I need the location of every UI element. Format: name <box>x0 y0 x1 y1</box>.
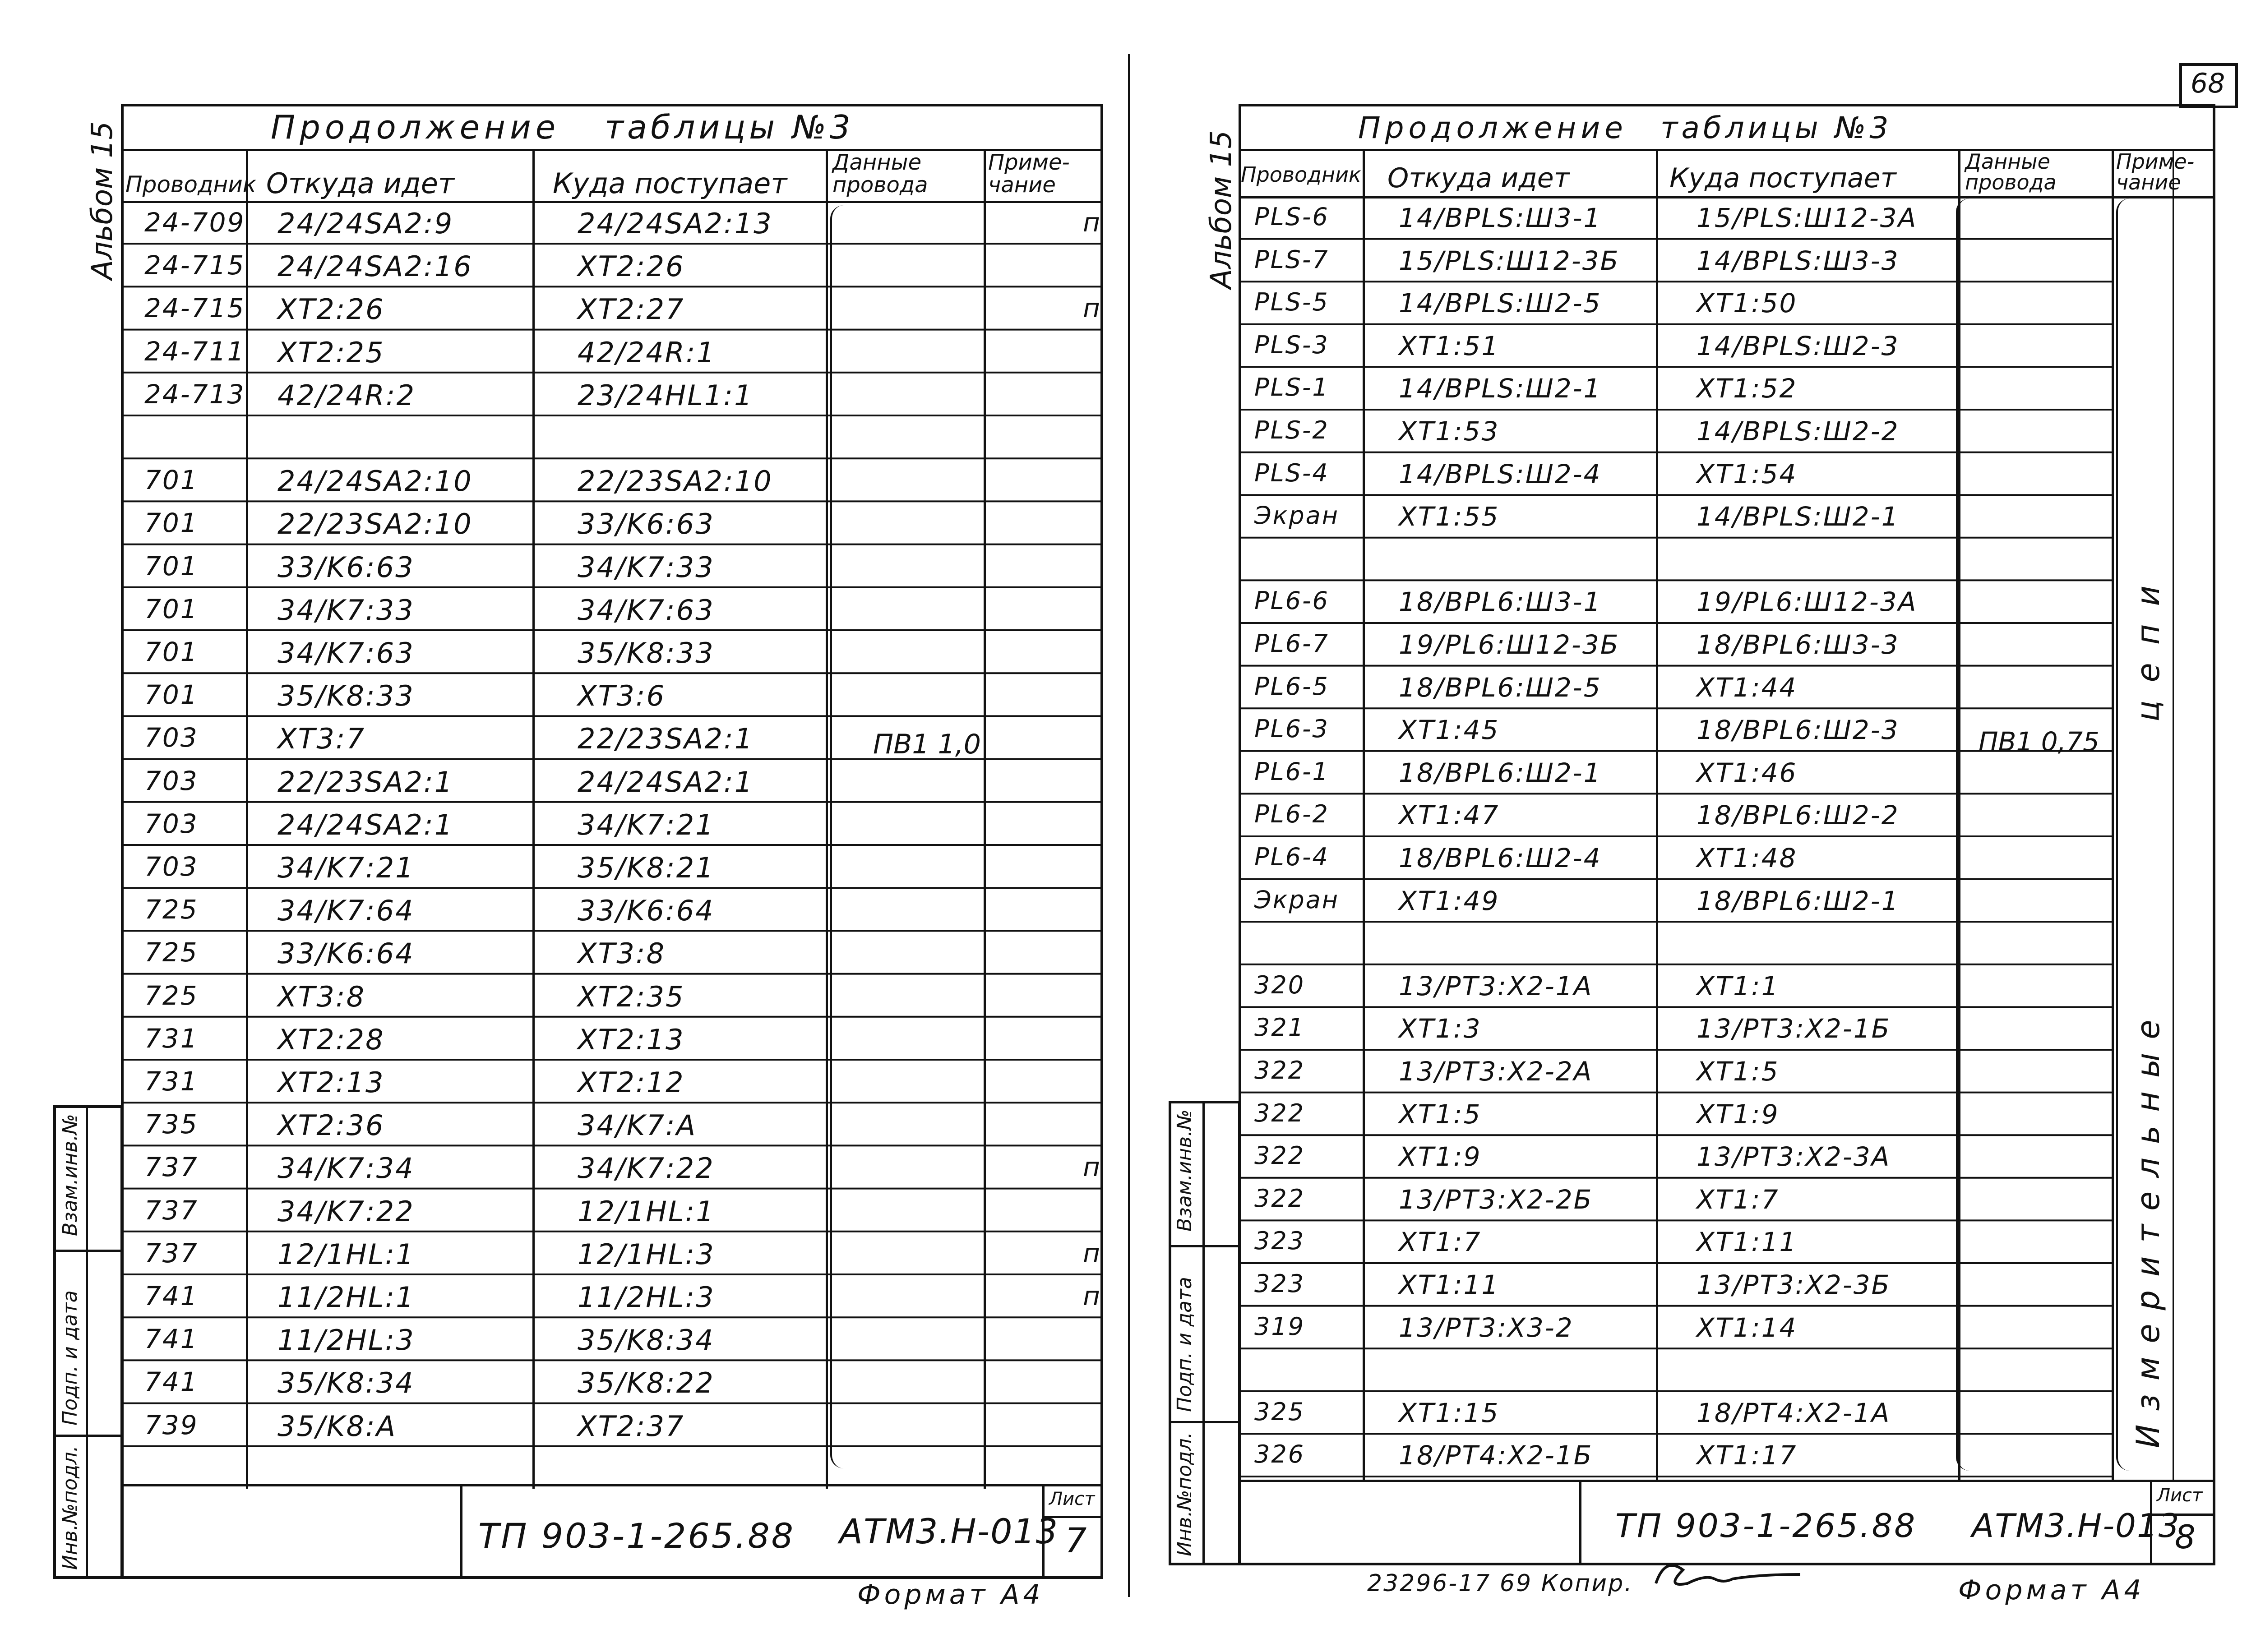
right-header-conductor: Проводник <box>1241 162 1361 187</box>
right-cell-from: 14/BPLS:Ш3-1 <box>1399 203 1602 233</box>
left-cell-conductor: 737 <box>144 1152 199 1183</box>
left-cell-conductor: 701 <box>144 550 199 581</box>
right-cell-to: XT1:17 <box>1697 1440 1798 1471</box>
right-cell-from: 18/PT4:X2-1Б <box>1399 1440 1593 1471</box>
right-cell-conductor: 320 <box>1254 970 1305 999</box>
right-cell-to: 14/BPLS:Ш2-3 <box>1697 330 1900 361</box>
right-cell-to: XT1:48 <box>1697 843 1798 873</box>
left-cell-from: 12/1HL:1 <box>277 1237 415 1271</box>
left-cell-to: XT2:27 <box>578 293 685 326</box>
right-title-table: таблицы №3 <box>1660 111 1892 145</box>
left-cell-from: 42/24R:2 <box>277 378 416 412</box>
right-sheet-number: 8 <box>2175 1518 2196 1556</box>
left-cell-from: 24/24SA2:16 <box>277 250 473 283</box>
left-title-table: таблицы №3 <box>605 108 854 146</box>
left-cell-conductor: 737 <box>144 1237 199 1269</box>
left-cell-conductor: 739 <box>144 1409 199 1440</box>
left-cell-conductor: 701 <box>144 679 199 711</box>
right-doc-code: ТП 903-1-265.88 <box>1615 1507 1917 1545</box>
right-cell-to: XT1:52 <box>1697 373 1798 404</box>
right-cell-conductor: PL6-2 <box>1254 800 1329 829</box>
right-cell-to: XT1:50 <box>1697 288 1798 319</box>
right-cell-from: XT1:15 <box>1399 1397 1500 1428</box>
right-cell-from: 14/BPLS:Ш2-4 <box>1399 458 1602 489</box>
left-cell-note: п <box>1083 1152 1100 1183</box>
left-header-conductor: Проводник <box>125 171 256 198</box>
left-cell-conductor: 24-713 <box>144 378 245 410</box>
right-cell-to: 18/BPL6:Ш3-3 <box>1697 629 1900 660</box>
right-cell-from: XT1:3 <box>1399 1013 1482 1044</box>
right-cell-to: XT1:1 <box>1697 970 1780 1001</box>
right-title-continuation: Продолжение <box>1358 111 1627 145</box>
left-cell-from: 22/23SA2:1 <box>277 765 454 798</box>
left-doc-id: АТМ3.Н-013 <box>839 1511 1059 1551</box>
left-cell-conductor: 741 <box>144 1366 199 1398</box>
right-cell-conductor: PLS-5 <box>1254 288 1329 317</box>
right-note-measuring: Измерительные <box>2130 1006 2167 1448</box>
right-cell-from: 13/PT3:X2-1А <box>1399 970 1593 1001</box>
right-cell-conductor: 319 <box>1254 1312 1305 1341</box>
left-cell-to: 35/K8:33 <box>578 637 715 669</box>
left-cell-to: 35/K8:22 <box>578 1366 715 1400</box>
right-cell-conductor: 322 <box>1254 1184 1305 1213</box>
right-cell-conductor: 321 <box>1254 1013 1305 1042</box>
left-cell-from: 34/K7:33 <box>277 593 415 627</box>
right-header-wire-data: Данные провода <box>1965 149 2057 194</box>
left-cell-from: 34/K7:63 <box>277 637 415 669</box>
left-cell-from: 34/K7:22 <box>277 1195 415 1228</box>
left-cell-conductor: 703 <box>144 808 199 839</box>
left-cell-to: XT2:13 <box>578 1023 685 1056</box>
left-cell-from: 22/23SA2:10 <box>277 508 473 541</box>
left-cell-from: XT2:36 <box>277 1109 385 1142</box>
left-cell-to: XT3:8 <box>578 937 666 970</box>
left-cell-from: XT3:8 <box>277 980 366 1013</box>
left-cell-from: 35/K8:A <box>277 1409 397 1443</box>
left-cell-to: 12/1HL:1 <box>578 1195 715 1228</box>
right-header-to: Куда поступает <box>1669 162 1896 194</box>
right-cell-conductor: Экран <box>1254 501 1339 530</box>
right-cell-to: 13/PT3:X2-1Б <box>1697 1013 1891 1044</box>
left-cell-conductor: 725 <box>144 894 199 925</box>
right-cell-from: 14/BPLS:Ш2-1 <box>1399 373 1602 404</box>
left-cell-from: 33/K6:63 <box>277 550 415 584</box>
left-cell-from: 35/K8:33 <box>277 679 415 713</box>
left-format: Формат А4 <box>857 1579 1044 1610</box>
right-cell-from: XT1:53 <box>1399 416 1500 447</box>
left-cell-note: п <box>1083 207 1100 238</box>
left-cell-note: п <box>1083 1237 1100 1269</box>
left-cell-to: XT2:26 <box>578 250 685 283</box>
left-cell-from: 34/K7:34 <box>277 1152 415 1185</box>
right-cell-to: XT1:9 <box>1697 1098 1780 1130</box>
left-header-to: Куда поступает <box>553 167 787 200</box>
left-cell-conductor: 701 <box>144 508 199 539</box>
left-cell-to: 42/24R:1 <box>578 336 716 369</box>
left-cell-conductor: 725 <box>144 980 199 1011</box>
left-cell-to: XT2:12 <box>578 1066 685 1099</box>
left-header-from: Откуда идет <box>266 167 455 200</box>
right-cell-from: XT1:5 <box>1399 1098 1482 1130</box>
left-cell-conductor: 731 <box>144 1023 199 1054</box>
left-cell-conductor: 703 <box>144 722 199 753</box>
right-cell-from: 18/BPL6:Ш2-5 <box>1399 672 1602 703</box>
left-cell-conductor: 701 <box>144 637 199 667</box>
left-cell-conductor: 24-715 <box>144 250 245 281</box>
right-cell-from: XT1:51 <box>1399 330 1500 361</box>
right-cell-to: 15/PLS:Ш12-3А <box>1697 203 1918 233</box>
left-cell-to: 24/24SA2:1 <box>578 765 754 798</box>
right-cell-to: 13/PT3:X2-3Б <box>1697 1269 1891 1300</box>
right-cell-to: 18/BPL6:Ш2-3 <box>1697 715 1900 746</box>
left-header-note: Приме-чание <box>988 150 1070 198</box>
left-cell-to: 35/K8:34 <box>578 1324 715 1357</box>
left-side-inventory: Инв.№подл. <box>59 1445 82 1570</box>
left-cell-conductor: 735 <box>144 1109 199 1140</box>
right-cell-conductor: PLS-7 <box>1254 245 1329 274</box>
right-cell-to: 19/PL6:Ш12-3А <box>1697 586 1918 618</box>
right-cell-from: 18/BPL6:Ш2-4 <box>1399 843 1602 873</box>
right-cell-to: XT1:11 <box>1697 1227 1798 1258</box>
left-cell-to: 24/24SA2:13 <box>578 207 773 240</box>
left-cell-conductor: 24-709 <box>144 207 245 238</box>
right-cell-to: XT1:14 <box>1697 1312 1798 1343</box>
left-cell-to: 23/24HL1:1 <box>578 378 754 412</box>
right-cell-conductor: PLS-1 <box>1254 373 1329 402</box>
left-cell-from: 24/24SA2:1 <box>277 808 454 841</box>
left-cell-to: 22/23SA2:1 <box>578 722 754 756</box>
right-cell-to: XT1:46 <box>1697 757 1798 788</box>
left-cell-conductor: 703 <box>144 851 199 882</box>
right-cell-from: 13/PT3:X2-2А <box>1399 1056 1593 1087</box>
right-cell-to: XT1:7 <box>1697 1184 1780 1215</box>
right-cell-to: 18/PT4:X2-1А <box>1697 1397 1891 1428</box>
left-album-label: Альбом 15 <box>86 121 119 280</box>
left-cell-conductor: 741 <box>144 1324 199 1355</box>
right-cell-from: 18/BPL6:Ш3-1 <box>1399 586 1602 618</box>
right-cell-conductor: 322 <box>1254 1056 1305 1084</box>
left-cell-conductor: 24-711 <box>144 336 245 367</box>
right-cell-from: 19/PL6:Ш12-3Б <box>1399 629 1620 660</box>
left-sheet-number: 7 <box>1065 1520 1087 1560</box>
right-cell-to: 14/BPLS:Ш2-1 <box>1697 501 1900 532</box>
right-cell-conductor: Экран <box>1254 885 1339 914</box>
left-cell-conductor: 703 <box>144 765 199 796</box>
left-cell-conductor: 701 <box>144 593 199 624</box>
left-cell-note: п <box>1083 1281 1100 1311</box>
left-cell-conductor: 741 <box>144 1281 199 1311</box>
right-cell-to: 14/BPLS:Ш3-3 <box>1697 245 1900 276</box>
left-cell-to: 34/K7:22 <box>578 1152 715 1185</box>
right-cell-to: 13/PT3:X2-3А <box>1697 1141 1891 1172</box>
right-cell-from: XT1:49 <box>1399 885 1500 916</box>
right-cell-conductor: PLS-2 <box>1254 416 1329 444</box>
right-cell-conductor: PLS-6 <box>1254 203 1329 231</box>
right-cell-from: 13/PT3:X2-2Б <box>1399 1184 1593 1215</box>
right-cell-conductor: PLS-3 <box>1254 330 1329 359</box>
left-cell-conductor: 725 <box>144 937 199 968</box>
left-cell-from: 35/K8:34 <box>277 1366 415 1400</box>
left-wire-data: ПВ1 1,0 <box>873 729 981 760</box>
left-cell-from: 34/K7:21 <box>277 851 415 884</box>
left-cell-from: XT2:28 <box>277 1023 385 1056</box>
right-cell-from: XT1:11 <box>1399 1269 1500 1300</box>
right-cell-conductor: 322 <box>1254 1141 1305 1170</box>
right-cell-from: 13/PT3:X3-2 <box>1399 1312 1574 1343</box>
right-wire-data: ПВ1 0,75 <box>1979 726 2099 757</box>
right-cell-from: 14/BPLS:Ш2-5 <box>1399 288 1602 319</box>
right-cell-conductor: 323 <box>1254 1269 1305 1298</box>
left-side-sign: Подп. и дата <box>59 1290 82 1426</box>
right-cell-to: XT1:54 <box>1697 458 1798 489</box>
right-cell-conductor: 325 <box>1254 1397 1305 1426</box>
right-cell-from: 18/BPL6:Ш2-1 <box>1399 757 1602 788</box>
right-cell-conductor: PL6-4 <box>1254 843 1329 871</box>
right-header-from: Откуда идет <box>1387 162 1570 194</box>
left-cell-from: XT2:13 <box>277 1066 385 1099</box>
right-cell-conductor: 323 <box>1254 1227 1305 1255</box>
right-cell-to: XT1:44 <box>1697 672 1798 703</box>
right-cell-conductor: PL6-1 <box>1254 757 1329 786</box>
left-cell-to: XT2:35 <box>578 980 685 1013</box>
left-cell-from: XT3:7 <box>277 722 366 756</box>
left-cell-from: 24/24SA2:9 <box>277 207 454 240</box>
page-number: 68 <box>2191 68 2225 99</box>
left-cell-conductor: 24-715 <box>144 293 245 324</box>
left-cell-to: 34/K7:21 <box>578 808 715 841</box>
right-side-sign: Подп. и дата <box>1173 1277 1196 1412</box>
right-cell-from: XT1:9 <box>1399 1141 1482 1172</box>
right-cell-from: XT1:55 <box>1399 501 1500 532</box>
right-copy-note: 23296-17 69 Копир. <box>1367 1570 1633 1597</box>
left-cell-to: 11/2HL:3 <box>578 1281 715 1314</box>
right-doc-id: АТМ3.Н-013 <box>1972 1507 2180 1545</box>
left-cell-from: 33/K6:64 <box>277 937 415 970</box>
left-sheet-label: Лист <box>1049 1489 1095 1509</box>
right-cell-from: XT1:47 <box>1399 800 1500 831</box>
right-side-inventory: Инв.№подл. <box>1173 1432 1196 1556</box>
right-cell-conductor: PL6-7 <box>1254 629 1329 658</box>
left-side-replace: Взам.инв.№ <box>59 1114 82 1236</box>
left-cell-from: 24/24SA2:10 <box>277 465 473 498</box>
left-cell-from: 11/2HL:3 <box>277 1324 415 1357</box>
left-cell-note: п <box>1083 293 1100 324</box>
right-cell-conductor: PL6-3 <box>1254 715 1329 743</box>
right-cell-from: XT1:45 <box>1399 715 1500 746</box>
right-cell-conductor: 322 <box>1254 1098 1305 1127</box>
left-doc-code: ТП 903-1-265.88 <box>478 1516 795 1556</box>
right-header-note: Приме-чание <box>2116 149 2195 194</box>
left-cell-to: 22/23SA2:10 <box>578 465 773 498</box>
left-header-wire-data: Данные провода <box>832 150 928 198</box>
right-sheet-label: Лист <box>2157 1485 2203 1506</box>
left-cell-from: 34/K7:64 <box>277 894 415 928</box>
left-cell-from: XT2:25 <box>277 336 385 369</box>
right-cell-conductor: PL6-6 <box>1254 586 1329 615</box>
right-note-circuits: цепи <box>2130 568 2167 722</box>
right-cell-conductor: 326 <box>1254 1440 1305 1469</box>
right-cell-to: 18/BPL6:Ш2-1 <box>1697 885 1900 916</box>
left-cell-to: 33/K6:64 <box>578 894 715 928</box>
left-cell-to: 34/K7:33 <box>578 550 715 584</box>
left-cell-conductor: 737 <box>144 1195 199 1226</box>
left-cell-conductor: 731 <box>144 1066 199 1097</box>
left-cell-to: XT2:37 <box>578 1409 685 1443</box>
left-cell-to: 12/1HL:3 <box>578 1237 715 1271</box>
right-side-replace: Взам.инв.№ <box>1173 1109 1196 1232</box>
right-cell-from: XT1:7 <box>1399 1227 1482 1258</box>
right-cell-conductor: PL6-5 <box>1254 672 1329 701</box>
right-album-label: Альбом 15 <box>1205 130 1238 289</box>
right-cell-from: 15/PLS:Ш12-3Б <box>1399 245 1620 276</box>
left-cell-to: 34/K7:63 <box>578 593 715 627</box>
right-format: Формат А4 <box>1958 1574 2145 1606</box>
left-cell-to: XT3:6 <box>578 679 666 713</box>
left-cell-to: 33/K6:63 <box>578 508 715 541</box>
right-cell-conductor: PLS-4 <box>1254 458 1329 487</box>
left-title-continuation: Продолжение <box>271 108 560 146</box>
right-cell-to: 14/BPLS:Ш2-2 <box>1697 416 1900 447</box>
left-cell-to: 34/K7:A <box>578 1109 697 1142</box>
left-cell-to: 35/K8:21 <box>578 851 715 884</box>
right-cell-to: XT1:5 <box>1697 1056 1780 1087</box>
left-cell-from: XT2:26 <box>277 293 385 326</box>
left-cell-from: 11/2HL:1 <box>277 1281 415 1314</box>
left-cell-conductor: 701 <box>144 465 199 496</box>
right-cell-to: 18/BPL6:Ш2-2 <box>1697 800 1900 831</box>
